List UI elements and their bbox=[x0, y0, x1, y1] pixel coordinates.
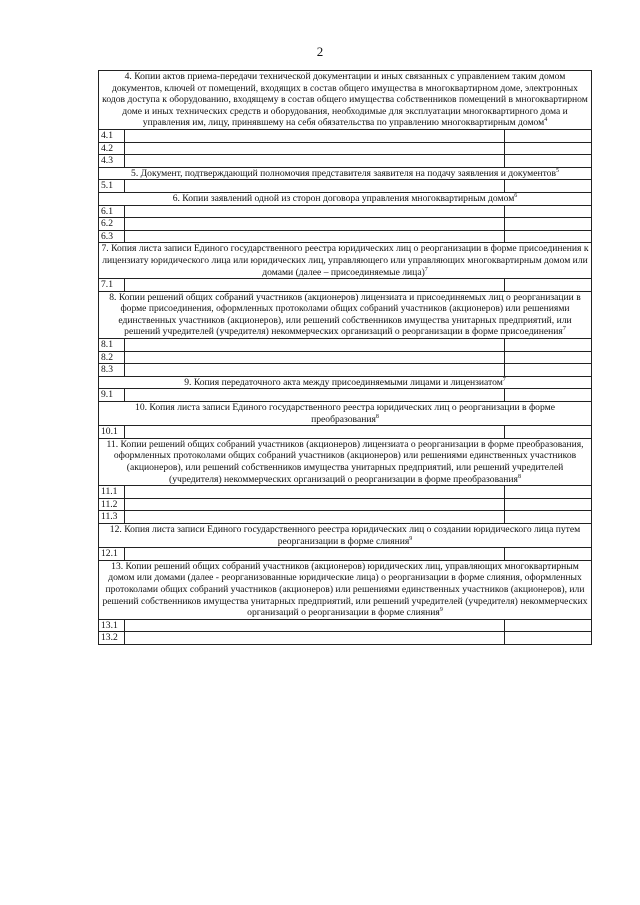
row-number: 11.3 bbox=[99, 511, 125, 524]
row-number: 13.1 bbox=[99, 619, 125, 632]
footnote-ref: 9 bbox=[439, 606, 443, 613]
row-document-cell bbox=[125, 180, 505, 193]
section-heading bbox=[99, 523, 592, 547]
section-heading-row bbox=[99, 291, 592, 338]
row-extra-cell bbox=[505, 279, 592, 292]
table-row bbox=[99, 230, 592, 243]
section-heading-text: 6. Копии заявлений одной из сторон договора управления многоквартирным домом bbox=[172, 192, 515, 204]
section-heading-text: 8. Копии решений общих собраний участников (акционеров) лицензиата и присоединяемых лиц о реорганизации в форме присоединения, оформленных протоколами общих собраний участников (акционеров) или решениями единственных участников (акционеров), или решений собственников имущества унитарных предприятий, или решений учредителей (учредителя) некоммерческих организаций о реорганизации в форме присоединения bbox=[109, 291, 581, 338]
row-number: 4.3 bbox=[99, 155, 125, 168]
table-row bbox=[99, 486, 592, 499]
row-extra-cell bbox=[505, 389, 592, 402]
section-heading-row bbox=[99, 438, 592, 485]
section-heading-text: 13. Копии решений общих собраний участников (акционеров) юридических лиц, управляющих многоквартирным домом или домами (далее - реорганизованные юридические лица) о реорганизации в форме слияния, оформленных протоколами общих собраний участников (акционеров) или решениями единственных участников (акционеров), или решений собственников имущества унитарных предприятий, или решений учредителей (учредителя) некоммерческих организаций о реорганизации в форме слияния bbox=[102, 560, 588, 619]
section-heading bbox=[99, 291, 592, 338]
row-number: 9.1 bbox=[99, 389, 125, 402]
table-row bbox=[99, 364, 592, 377]
section-heading-text: 12. Копия листа записи Единого государственного реестра юридических лиц о создании юридического лица путем реорганизации в форме слияния bbox=[109, 523, 581, 547]
row-extra-cell bbox=[505, 632, 592, 645]
section-heading-row bbox=[99, 402, 592, 426]
section-heading-text: 5. Документ, подтверждающий полномочия представителя заявителя на подачу заявления и документов bbox=[131, 167, 556, 179]
footnote-ref: 7 bbox=[502, 376, 506, 383]
row-number: 7.1 bbox=[99, 279, 125, 292]
section-heading bbox=[99, 192, 592, 205]
row-number: 4.2 bbox=[99, 142, 125, 155]
row-number: 4.1 bbox=[99, 129, 125, 142]
table-row bbox=[99, 142, 592, 155]
section-heading-text: 9. Копия передаточного акта между присоединяемыми лицами и лицензиатом bbox=[184, 376, 503, 388]
row-extra-cell bbox=[505, 142, 592, 155]
table-row bbox=[99, 426, 592, 439]
section-heading bbox=[99, 402, 592, 426]
section-heading-row bbox=[99, 71, 592, 130]
row-number: 8.3 bbox=[99, 364, 125, 377]
row-document-cell bbox=[125, 142, 505, 155]
table-row bbox=[99, 155, 592, 168]
row-document-cell bbox=[125, 498, 505, 511]
table-row bbox=[99, 218, 592, 231]
row-extra-cell bbox=[505, 205, 592, 218]
row-extra-cell bbox=[505, 498, 592, 511]
row-number: 6.2 bbox=[99, 218, 125, 231]
table-row bbox=[99, 351, 592, 364]
table-row bbox=[99, 339, 592, 352]
section-heading bbox=[99, 438, 592, 485]
footnote-ref: 8 bbox=[375, 413, 379, 420]
row-number: 11.2 bbox=[99, 498, 125, 511]
table-row bbox=[99, 389, 592, 402]
section-heading-row bbox=[99, 192, 592, 205]
row-extra-cell bbox=[505, 339, 592, 352]
section-heading-row bbox=[99, 560, 592, 619]
footnote-ref: 7 bbox=[424, 266, 428, 273]
row-extra-cell bbox=[505, 486, 592, 499]
row-extra-cell bbox=[505, 511, 592, 524]
table-row bbox=[99, 498, 592, 511]
table-row bbox=[99, 619, 592, 632]
table-row bbox=[99, 511, 592, 524]
row-extra-cell bbox=[505, 155, 592, 168]
row-number: 10.1 bbox=[99, 426, 125, 439]
row-number: 11.1 bbox=[99, 486, 125, 499]
row-document-cell bbox=[125, 619, 505, 632]
section-heading bbox=[99, 376, 592, 389]
row-document-cell bbox=[125, 205, 505, 218]
section-heading bbox=[99, 243, 592, 279]
section-heading bbox=[99, 560, 592, 619]
section-heading-text: 7. Копия листа записи Единого государственного реестра юридических лиц о реорганизации в форме присоединения к лицензиату юридического лица или юридических лиц, управляющего или управляющих многоквартирным домом или домами (далее – присоединяемые лица) bbox=[101, 243, 589, 278]
row-extra-cell bbox=[505, 230, 592, 243]
row-extra-cell bbox=[505, 218, 592, 231]
row-document-cell bbox=[125, 230, 505, 243]
table-row bbox=[99, 632, 592, 645]
table-row bbox=[99, 279, 592, 292]
section-heading bbox=[99, 167, 592, 180]
row-document-cell bbox=[125, 155, 505, 168]
row-number: 6.1 bbox=[99, 205, 125, 218]
row-number: 6.3 bbox=[99, 230, 125, 243]
row-document-cell bbox=[125, 389, 505, 402]
row-number: 5.1 bbox=[99, 180, 125, 193]
table-row bbox=[99, 180, 592, 193]
row-number: 13.2 bbox=[99, 632, 125, 645]
footnote-ref: 8 bbox=[517, 473, 521, 480]
row-number: 8.2 bbox=[99, 351, 125, 364]
row-document-cell bbox=[125, 511, 505, 524]
section-heading-row bbox=[99, 243, 592, 279]
row-extra-cell bbox=[505, 351, 592, 364]
row-document-cell bbox=[125, 129, 505, 142]
section-heading-text: 11. Копии решений общих собраний участников (акционеров) лицензиата о реорганизации в форме преобразования, оформленных протоколами общих собраний участников (акционеров) или решениями единственных участников (акционеров), или решений собственников имущества унитарных предприятий, или решений учредителей (учредителя) некоммерческих организаций о реорганизации в форме преобразования bbox=[106, 438, 584, 485]
page-number: 2 bbox=[316, 44, 324, 59]
row-document-cell bbox=[125, 218, 505, 231]
table-row bbox=[99, 548, 592, 561]
row-extra-cell bbox=[505, 364, 592, 377]
row-document-cell bbox=[125, 351, 505, 364]
row-document-cell bbox=[125, 279, 505, 292]
row-document-cell bbox=[125, 364, 505, 377]
footnote-ref: 4 bbox=[544, 117, 548, 124]
section-heading-row bbox=[99, 523, 592, 547]
row-document-cell bbox=[125, 426, 505, 439]
row-extra-cell bbox=[505, 426, 592, 439]
row-document-cell bbox=[125, 632, 505, 645]
row-extra-cell bbox=[505, 619, 592, 632]
row-number: 12.1 bbox=[99, 548, 125, 561]
footnote-ref: 5 bbox=[555, 167, 559, 174]
section-heading-row bbox=[99, 376, 592, 389]
row-document-cell bbox=[125, 548, 505, 561]
row-extra-cell bbox=[505, 180, 592, 193]
table-row bbox=[99, 205, 592, 218]
footnote-ref: 6 bbox=[514, 192, 518, 199]
row-extra-cell bbox=[505, 548, 592, 561]
documents-table bbox=[98, 70, 592, 645]
footnote-ref: 7 bbox=[562, 326, 566, 333]
footnote-ref: 9 bbox=[409, 535, 413, 542]
section-heading bbox=[99, 71, 592, 130]
table-row bbox=[99, 129, 592, 142]
section-heading-text: 10. Копия листа записи Единого государственного реестра юридических лиц о реорганизации в форме преобразования bbox=[135, 402, 555, 425]
section-heading-row bbox=[99, 167, 592, 180]
row-document-cell bbox=[125, 339, 505, 352]
section-heading-text: 4. Копии актов приема-передачи технической документации и иных связанных с управлением таким домом документов, ключей от помещений, входящих в состав общего имущества в многоквартирном доме, электронных кодов доступа к оборудованию, входящему в состав общего имущества собственников помещений в многоквартирном доме и иных технических средств и оборудования, необходимые для эксплуатации многоквартирного дома и управления им, лицу, принявшему на себя обязательства по управлению многоквартирным домом bbox=[102, 71, 588, 129]
row-extra-cell bbox=[505, 129, 592, 142]
row-number: 8.1 bbox=[99, 339, 125, 352]
row-document-cell bbox=[125, 486, 505, 499]
